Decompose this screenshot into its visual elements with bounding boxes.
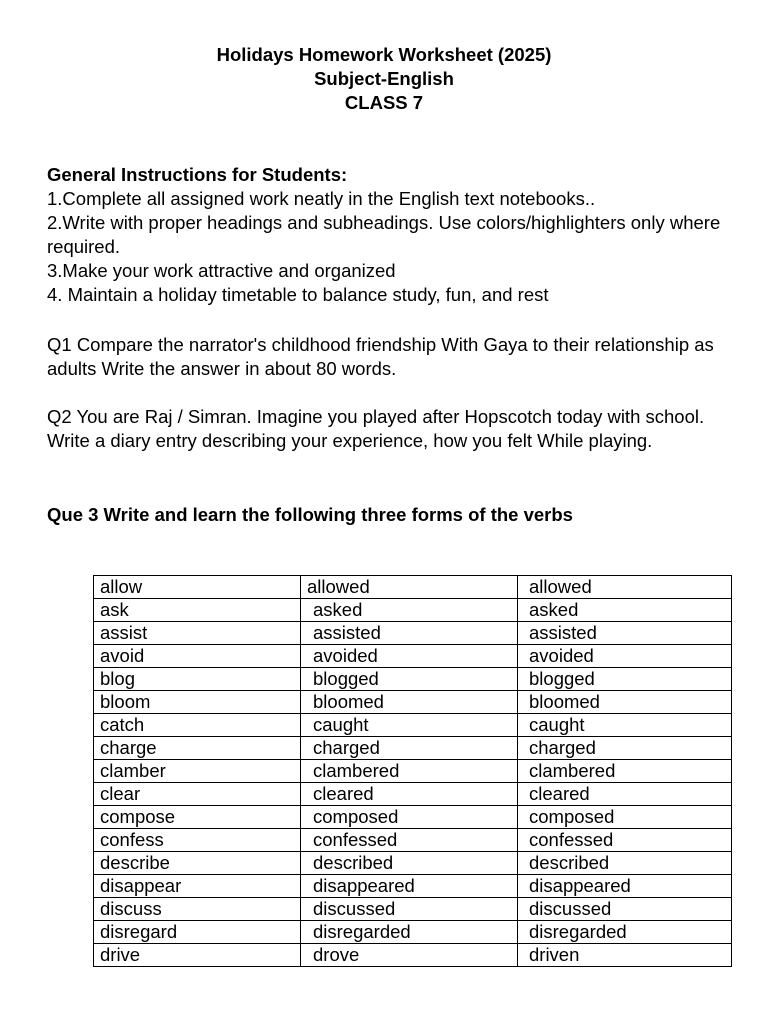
- instruction-item: 2.Write with proper headings and subheadings. Use colors/highlighters only where required.: [47, 212, 721, 257]
- verb-past-participle: clambered: [518, 760, 732, 783]
- verb-past-form: bloomed: [301, 691, 518, 714]
- verb-row: [94, 875, 732, 898]
- verb-row: [94, 783, 732, 806]
- verb-past-participle: described: [518, 852, 732, 875]
- verb-past-form: composed: [301, 806, 518, 829]
- verb-row: [94, 944, 732, 967]
- verb-past-participle: cleared: [518, 783, 732, 806]
- verb-past-form: asked: [301, 599, 518, 622]
- verb-base-form: drive: [94, 944, 301, 967]
- verb-base-form: allow: [94, 576, 301, 599]
- verb-past-participle: discussed: [518, 898, 732, 921]
- instructions-heading: General Instructions for Students:: [47, 164, 348, 185]
- instruction-item: 3.Make your work attractive and organized: [47, 260, 396, 281]
- verb-base-form: discuss: [94, 898, 301, 921]
- subject-line: Subject-English: [314, 68, 454, 89]
- verb-past-participle: asked: [518, 599, 732, 622]
- verb-past-form: disregarded: [301, 921, 518, 944]
- verb-base-form: bloom: [94, 691, 301, 714]
- verb-past-participle: caught: [518, 714, 732, 737]
- verb-forms-body: [94, 576, 732, 967]
- verb-base-form: disregard: [94, 921, 301, 944]
- verb-base-form: blog: [94, 668, 301, 691]
- verb-past-participle: composed: [518, 806, 732, 829]
- verb-base-form: catch: [94, 714, 301, 737]
- verb-past-participle: disregarded: [518, 921, 732, 944]
- verb-row: [94, 668, 732, 691]
- verb-row: [94, 760, 732, 783]
- verb-past-participle: driven: [518, 944, 732, 967]
- verb-row: [94, 599, 732, 622]
- verb-past-participle: avoided: [518, 645, 732, 668]
- verb-base-form: charge: [94, 737, 301, 760]
- verb-row: [94, 737, 732, 760]
- question-3: Que 3 Write and learn the following three forms of the verbs: [47, 504, 573, 525]
- verb-past-form: drove: [301, 944, 518, 967]
- verb-row: [94, 714, 732, 737]
- general-instructions: [47, 163, 737, 307]
- verb-base-form: disappear: [94, 875, 301, 898]
- verb-past-participle: blogged: [518, 668, 732, 691]
- verb-row: [94, 852, 732, 875]
- class-line: CLASS 7: [344, 92, 424, 113]
- verb-past-form: caught: [301, 714, 518, 737]
- verb-past-participle: confessed: [518, 829, 732, 852]
- verb-past-form: clambered: [301, 760, 518, 783]
- verb-past-form: discussed: [301, 898, 518, 921]
- verb-row: [94, 645, 732, 668]
- verb-row: [94, 691, 732, 714]
- verb-base-form: avoid: [94, 645, 301, 668]
- verb-past-form: cleared: [301, 783, 518, 806]
- verb-past-participle: bloomed: [518, 691, 732, 714]
- verb-past-form: allowed: [301, 576, 518, 599]
- verb-past-form: described: [301, 852, 518, 875]
- verb-past-form: blogged: [301, 668, 518, 691]
- verb-past-participle: allowed: [518, 576, 732, 599]
- verb-forms-table: [93, 575, 732, 967]
- worksheet-title: Holidays Homework Worksheet (2025): [216, 44, 552, 65]
- verb-row: [94, 576, 732, 599]
- verb-row: [94, 898, 732, 921]
- verb-row: [94, 806, 732, 829]
- question-1: Q1 Compare the narrator's childhood friendship With Gaya to their relationship as adults Write the answer in about 80 words.: [47, 334, 714, 379]
- verb-past-participle: charged: [518, 737, 732, 760]
- question-2: Q2 You are Raj / Simran. Imagine you played after Hopscotch today with school. Write a diary entry describing your experience, how you felt While playing.: [47, 406, 705, 451]
- verb-row: [94, 829, 732, 852]
- verb-past-participle: disappeared: [518, 875, 732, 898]
- verb-row: [94, 921, 732, 944]
- verb-base-form: compose: [94, 806, 301, 829]
- instruction-item: 1.Complete all assigned work neatly in the English text notebooks..: [47, 188, 596, 209]
- verb-past-form: confessed: [301, 829, 518, 852]
- verb-base-form: ask: [94, 599, 301, 622]
- verb-row: [94, 622, 732, 645]
- verb-past-form: avoided: [301, 645, 518, 668]
- verb-base-form: clear: [94, 783, 301, 806]
- verb-past-participle: assisted: [518, 622, 732, 645]
- verb-past-form: charged: [301, 737, 518, 760]
- worksheet-header: [0, 43, 768, 115]
- verb-base-form: confess: [94, 829, 301, 852]
- verb-base-form: describe: [94, 852, 301, 875]
- verb-past-form: assisted: [301, 622, 518, 645]
- instruction-item: 4. Maintain a holiday timetable to balance study, fun, and rest: [47, 284, 549, 305]
- verb-base-form: clamber: [94, 760, 301, 783]
- verb-base-form: assist: [94, 622, 301, 645]
- verb-past-form: disappeared: [301, 875, 518, 898]
